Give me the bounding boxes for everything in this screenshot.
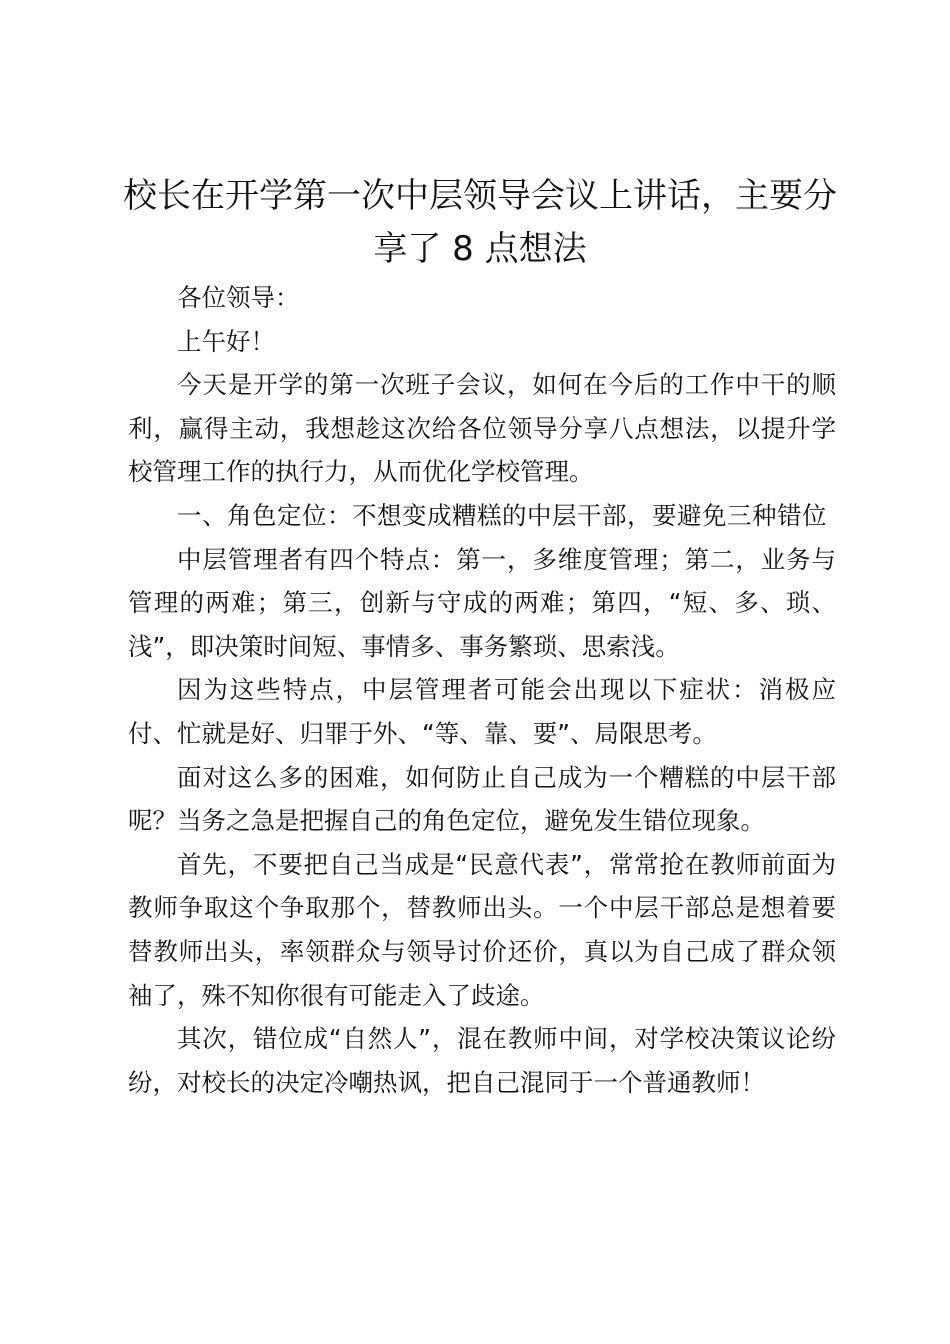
- salutation: 各位领导：: [177, 283, 300, 312]
- body-paragraph: 面对这么多的困难，如何防止自己成为一个糟糕的中层干部呢？当务之急是把握自己的角色定位，避免发生错位现象。: [128, 762, 836, 836]
- greeting: 上午好！: [177, 326, 275, 356]
- intro-paragraph: 今天是开学的第一次班子会议，如何在今后的工作中干的顺利，赢得主动，我想趁这次给各位领导分享八点想法，以提升学校管理工作的执行力，从而优化学校管理。: [128, 370, 836, 487]
- body-paragraph: 其次，错位成“自然人”，混在教师中间，对学校决策议论纷纷，对校长的决定冷嘲热讽，把自己混同于一个普通教师！: [128, 1024, 836, 1097]
- document-title: 校长在开学第一次中层领导会议上讲话，主要分享了 8 点想法: [123, 176, 837, 269]
- body-paragraph: 因为这些特点，中层管理者可能会出现以下症状：消极应付、忙就是好、归罪于外、“等、靠、要”、局限思考。: [128, 675, 836, 748]
- section-heading-1: 一、角色定位：不想变成糟糕的中层干部，要避免三种错位: [177, 500, 827, 530]
- body-paragraph: 中层管理者有四个特点：第一，多维度管理；第二，业务与管理的两难；第三，创新与守成的两难；第四，“短、多、琐、浅”，即决策时间短、事情多、事务繁琐、思索浅。: [128, 544, 836, 661]
- document-body: [128, 276, 836, 1104]
- body-paragraph: 首先，不要把自己当成是“民意代表”，常常抢在教师前面为教师争取这个争取那个，替教师出头。一个中层干部总是想着要替教师出头，率领群众与领导讨价还价，真以为自己成了群众领袖了，殊不知你很有可能走入了歧途。: [128, 849, 836, 1010]
